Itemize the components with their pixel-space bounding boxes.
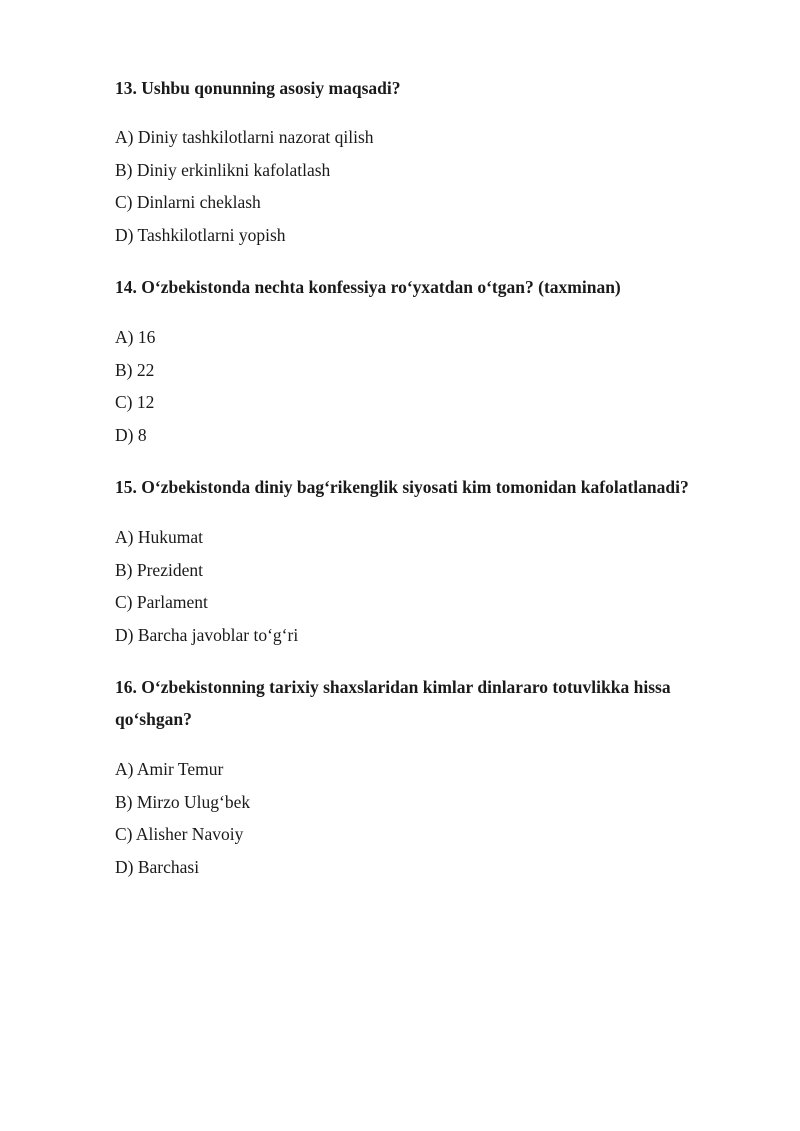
question-text: 13. Ushbu qonunning asosiy maqsadi? bbox=[115, 78, 401, 98]
answer-option: B) Mirzo Ulug‘bek bbox=[115, 791, 251, 812]
answer-option: D) Tashkilotlarni yopish bbox=[115, 224, 286, 245]
answer-option: C) Alisher Navoiy bbox=[115, 824, 244, 845]
question-block bbox=[115, 72, 745, 251]
answer-option: D) 8 bbox=[115, 424, 147, 445]
question-text: 14. O‘zbekistonda nechta konfessiya ro‘yxatdan o‘tgan? (taxminan) bbox=[115, 277, 621, 297]
answer-options bbox=[115, 753, 745, 883]
question-text: 16. O‘zbekistonning tarixiy shaxslaridan kimlar dinlararo totuvlikka hissa qo‘shgan? bbox=[115, 677, 671, 729]
answer-option: C) Dinlarni cheklash bbox=[115, 192, 261, 213]
answer-option: A) Hukumat bbox=[115, 527, 203, 547]
answer-option: A) Diniy tashkilotlarni nazorat qilish bbox=[115, 127, 374, 147]
answer-option: A) Amir Temur bbox=[115, 759, 224, 779]
question-block bbox=[115, 671, 745, 883]
answer-options bbox=[115, 321, 745, 451]
answer-option: B) Prezident bbox=[115, 559, 203, 580]
answer-option: C) Parlament bbox=[115, 592, 208, 613]
answer-option: D) Barchasi bbox=[115, 856, 200, 877]
question-block bbox=[115, 271, 745, 451]
answer-option: D) Barcha javoblar to‘g‘ri bbox=[115, 624, 299, 645]
answer-option: A) 16 bbox=[115, 327, 156, 347]
answer-options bbox=[115, 121, 745, 251]
question-block bbox=[115, 471, 745, 651]
answer-option: C) 12 bbox=[115, 392, 155, 413]
answer-options bbox=[115, 521, 745, 651]
question-text: 15. O‘zbekistonda diniy bag‘rikenglik siyosati kim tomonidan kafolatlanadi? bbox=[115, 477, 689, 497]
answer-option: B) 22 bbox=[115, 359, 155, 380]
answer-option: B) Diniy erkinlikni kafolatlash bbox=[115, 159, 331, 180]
